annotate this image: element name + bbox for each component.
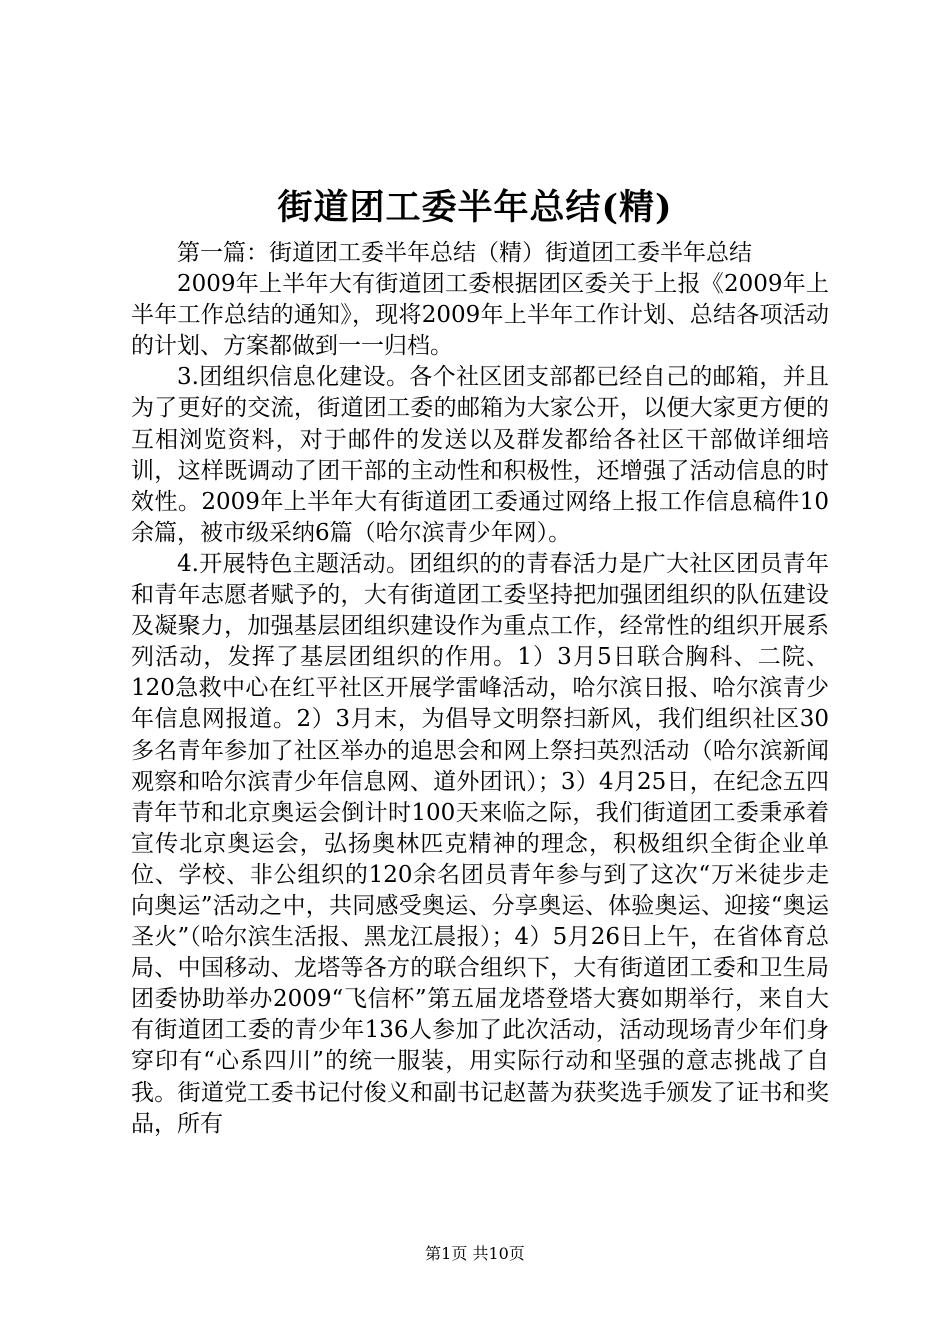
paragraph-4: 4.开展特色主题活动。团组织的的青春活力是广大社区团员青年和青年志愿者赋予的，大有街道团工委坚持把加强团组织的队伍建设及凝聚力，加强基层团组织建设作为重点工作，经常性的组织开展系列活动，发挥了基层团组织的作用。1）3月5日联合胸科、二院、120急救中心在红平社区开展学雷峰活动，哈尔滨日报、哈尔滨青少年信息网报道。2）3月末，为倡导文明祭扫新风，我们组织社区30多名青年参加了社区举办的追思会和网上祭扫英烈活动（哈尔滨新闻观察和哈尔滨青少年信息网、道外团讯）；3）4月25日，在纪念五四青年节和北京奥运会倒计时100天来临之际，我们街道团工委秉承着宣传北京奥运会，弘扬奥林匹克精神的理念，积极组织全街企业单位、学校、非公组织的120余名团员青年参与到了这次“万米徒步走向奥运”活动之中，共同感受奥运、分享奥运、体验奥运、迎接“奥运圣火”（哈尔滨生活报、黑龙江晨报）；4）5月26日上午，在省体育总局、中国移动、龙塔等各方的联合组织下，大有街道团工委和卫生局团委协助举办2009“飞信杯”第五届龙塔登塔大赛如期举行，来自大有街道团工委的青少年136人参加了此次活动，活动现场青少年们身穿印有“心系四川”的统一服装，用实际行动和坚强的意志挑战了自我。街道党工委书记付俊义和副书记赵蔷为获奖选手颁发了证书和奖品，所有 (131, 550, 829, 1137)
paragraph-3: 3.团组织信息化建设。各个社区团支部都已经自己的邮箱，并且为了更好的交流，街道团工委的邮箱为大家公开，以便大家更方便的互相浏览资料，对于邮件的发送以及群发都给各社区干部做详细培训，这样既调动了团干部的主动性和积极性，还增强了活动信息的时效性。2009年上半年大有街道团工委通过网络上报工作信息稿件10余篇，被市级采纳6篇（哈尔滨青少年网）。 (131, 364, 829, 546)
page-number: 第1页 共10页 (425, 1244, 525, 1263)
paragraph-1: 第一篇：街道团工委半年总结（精）街道团工委半年总结 (177, 240, 752, 266)
document-title: 街道团工委半年总结(精) (277, 187, 673, 228)
document-body (131, 238, 829, 1140)
page-footer (0, 1243, 950, 1265)
paragraph-2: 2009年上半年大有街道团工委根据团区委关于上报《2009年上半年工作总结的通知》，现将2009年上半年工作计划、总结各项活动的计划、方案都做到一一归档。 (131, 271, 829, 360)
